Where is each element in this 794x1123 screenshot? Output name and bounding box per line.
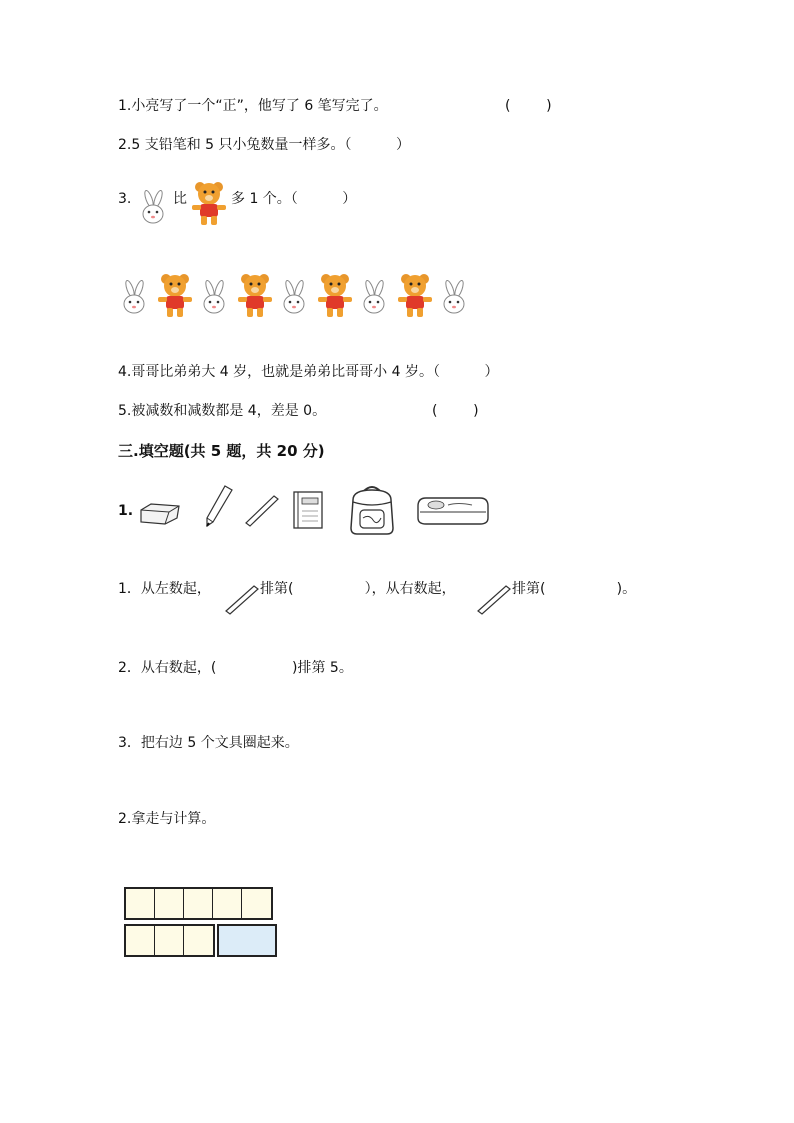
judge-q2-text: 2.5 支铅笔和 5 只小兔数量一样多。（ ） xyxy=(118,137,411,153)
grid-cell xyxy=(126,889,155,918)
fill1-sub1-part-a: 1．从左数起， xyxy=(118,581,211,597)
grid-cell xyxy=(126,926,155,955)
fill2-text: 2.拿走与计算。 xyxy=(118,811,216,827)
grid-shaded-cell xyxy=(219,926,275,955)
fill1-number: 1. xyxy=(118,503,134,519)
grid-cell xyxy=(213,889,242,918)
judge-q1-text: 1.小亮写了一个“正”，他写了 6 笔写完了。 xyxy=(118,98,388,114)
fill1-sub3-text: 3．把右边 5 个文具圈起来。 xyxy=(118,735,299,751)
animal-row xyxy=(118,272,478,322)
ruler-icon xyxy=(244,494,280,528)
fill1-sub2-text: 2．从右数起，( )排第 5。 xyxy=(118,660,353,676)
judge-q5-text: 5.被减数和减数都是 4，差是 0。 xyxy=(118,403,327,419)
rabbit-icon xyxy=(278,280,310,322)
judge-q3-number: 3. xyxy=(118,191,132,207)
ruler-icon xyxy=(224,584,260,616)
schoolbag-icon xyxy=(345,482,399,536)
bear-icon xyxy=(191,180,227,226)
pencil-case-icon xyxy=(414,494,490,528)
fill1-sub1-part-b: 排第( ），从右数起， xyxy=(260,581,456,597)
judge-q1-answer-paren[interactable]: ( ) xyxy=(505,98,552,114)
fill1-sub1-part-c: 排第( )。 xyxy=(512,581,637,597)
pencil-icon xyxy=(203,484,235,530)
grid-cell xyxy=(184,889,213,918)
rabbit-icon xyxy=(118,280,150,322)
grid-cell xyxy=(155,889,184,918)
bear-icon xyxy=(317,272,353,322)
grid-cell xyxy=(242,889,271,918)
rabbit-icon xyxy=(137,190,169,228)
grid-cell xyxy=(155,926,184,955)
bear-icon xyxy=(237,272,273,322)
bear-icon xyxy=(157,272,193,322)
rabbit-icon xyxy=(438,280,470,322)
rabbit-icon xyxy=(358,280,390,322)
bear-icon xyxy=(397,272,433,322)
grid-row-bottom xyxy=(124,924,277,957)
section-title: 三.填空题(共 5 题，共 20 分) xyxy=(118,442,325,460)
judge-q4-text: 4.哥哥比弟弟大 4 岁，也就是弟弟比哥哥小 4 岁。（ ） xyxy=(118,364,499,380)
judge-q3-tail: 多 1 个。（ ） xyxy=(231,191,357,207)
judge-q5-answer-paren[interactable]: ( ) xyxy=(432,403,479,419)
rabbit-icon xyxy=(198,280,230,322)
ruler-icon xyxy=(476,584,512,616)
grid-cell xyxy=(184,926,213,955)
notebook-icon xyxy=(290,489,326,531)
grid-row-top xyxy=(124,887,273,920)
eraser-icon xyxy=(137,500,182,528)
judge-q3-bi: 比 xyxy=(173,191,187,207)
